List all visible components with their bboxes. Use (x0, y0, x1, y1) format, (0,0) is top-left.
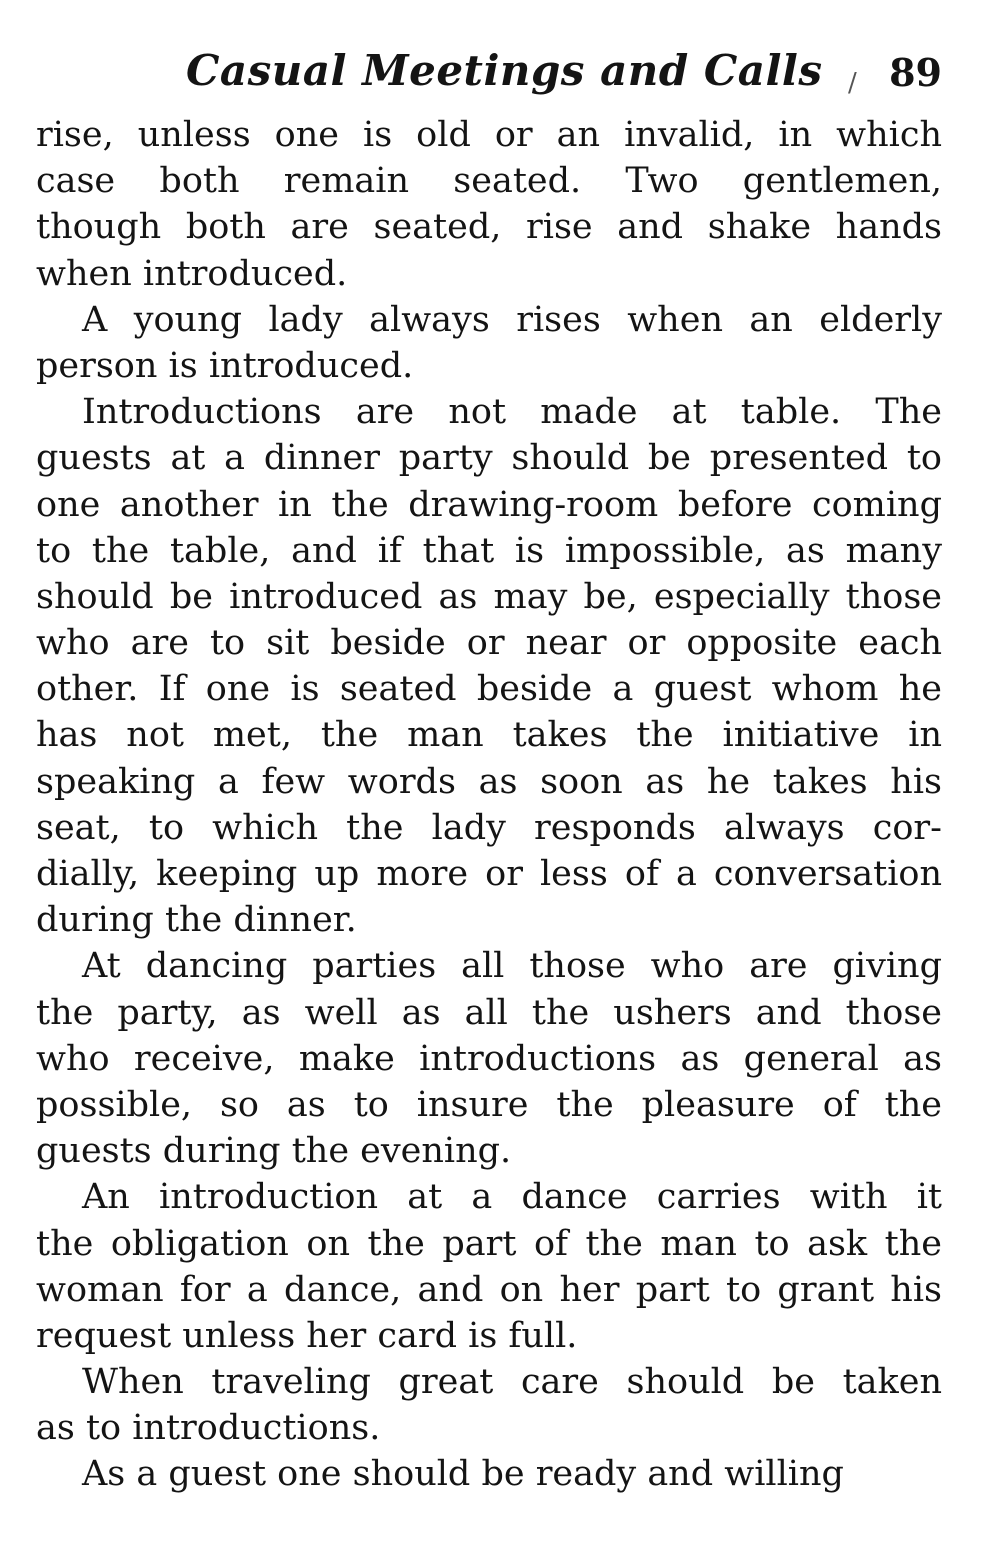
text-line: during the dinner. (36, 900, 357, 941)
text-line: other. If one is seated beside a guest whom he (36, 669, 942, 710)
body-text (36, 112, 942, 1498)
text-line: who are to sit beside or near or opposite each (36, 623, 942, 664)
paragraph (36, 297, 942, 389)
paragraph (36, 943, 942, 1174)
text-line: woman for a dance, and on her part to grant his (36, 1269, 942, 1310)
paragraph (36, 389, 942, 943)
text-line: At dancing parties all those who are giving (82, 946, 942, 987)
paragraph (36, 112, 942, 297)
text-line: guests at a dinner party should be presented to (36, 438, 942, 479)
text-line: the obligation on the part of the man to ask the (36, 1223, 942, 1264)
text-line: As a guest one should be ready and willing (82, 1454, 844, 1495)
paragraph (36, 1359, 942, 1451)
text-line: Introductions are not made at table. The (82, 392, 942, 433)
paragraph (36, 1451, 942, 1497)
text-line: seat, to which the lady responds always cor- (36, 807, 942, 848)
running-title: Casual Meetings and Calls (186, 46, 823, 95)
text-line: possible, so as to insure the pleasure of the (36, 1084, 942, 1125)
text-line: the party, as well as all the ushers and those (36, 992, 942, 1033)
text-line: when introduced. (36, 253, 348, 294)
text-line: as to introductions. (36, 1408, 381, 1449)
text-line: A young lady always rises when an elderly (82, 299, 942, 340)
text-line: An introduction at a dance carries with it (82, 1177, 942, 1218)
text-line: though both are seated, rise and shake hands (36, 207, 942, 248)
text-line: case both remain seated. Two gentlemen, (36, 161, 942, 202)
text-line: has not met, the man takes the initiative in (36, 715, 942, 756)
text-line: request unless her card is full. (36, 1315, 578, 1356)
book-page (36, 40, 942, 1498)
text-line: When traveling great care should be taken (82, 1362, 942, 1403)
text-line: person is introduced. (36, 345, 414, 386)
text-line: should be introduced as may be, especially those (36, 576, 942, 617)
text-line: to the table, and if that is impossible, as many (36, 530, 942, 571)
paragraph (36, 1174, 942, 1359)
text-line: one another in the drawing-room before coming (36, 484, 942, 525)
text-line: speaking a few words as soon as he takes his (36, 761, 942, 802)
page-number: 89 (889, 50, 942, 95)
running-header (36, 40, 942, 112)
text-line: rise, unless one is old or an invalid, in which (36, 115, 942, 155)
text-line: who receive, make introductions as general as (36, 1038, 942, 1079)
text-line: dially, keeping up more or less of a conversation (36, 854, 942, 894)
text-line: guests during the evening. (36, 1131, 512, 1172)
stray-mark: / (848, 68, 857, 98)
